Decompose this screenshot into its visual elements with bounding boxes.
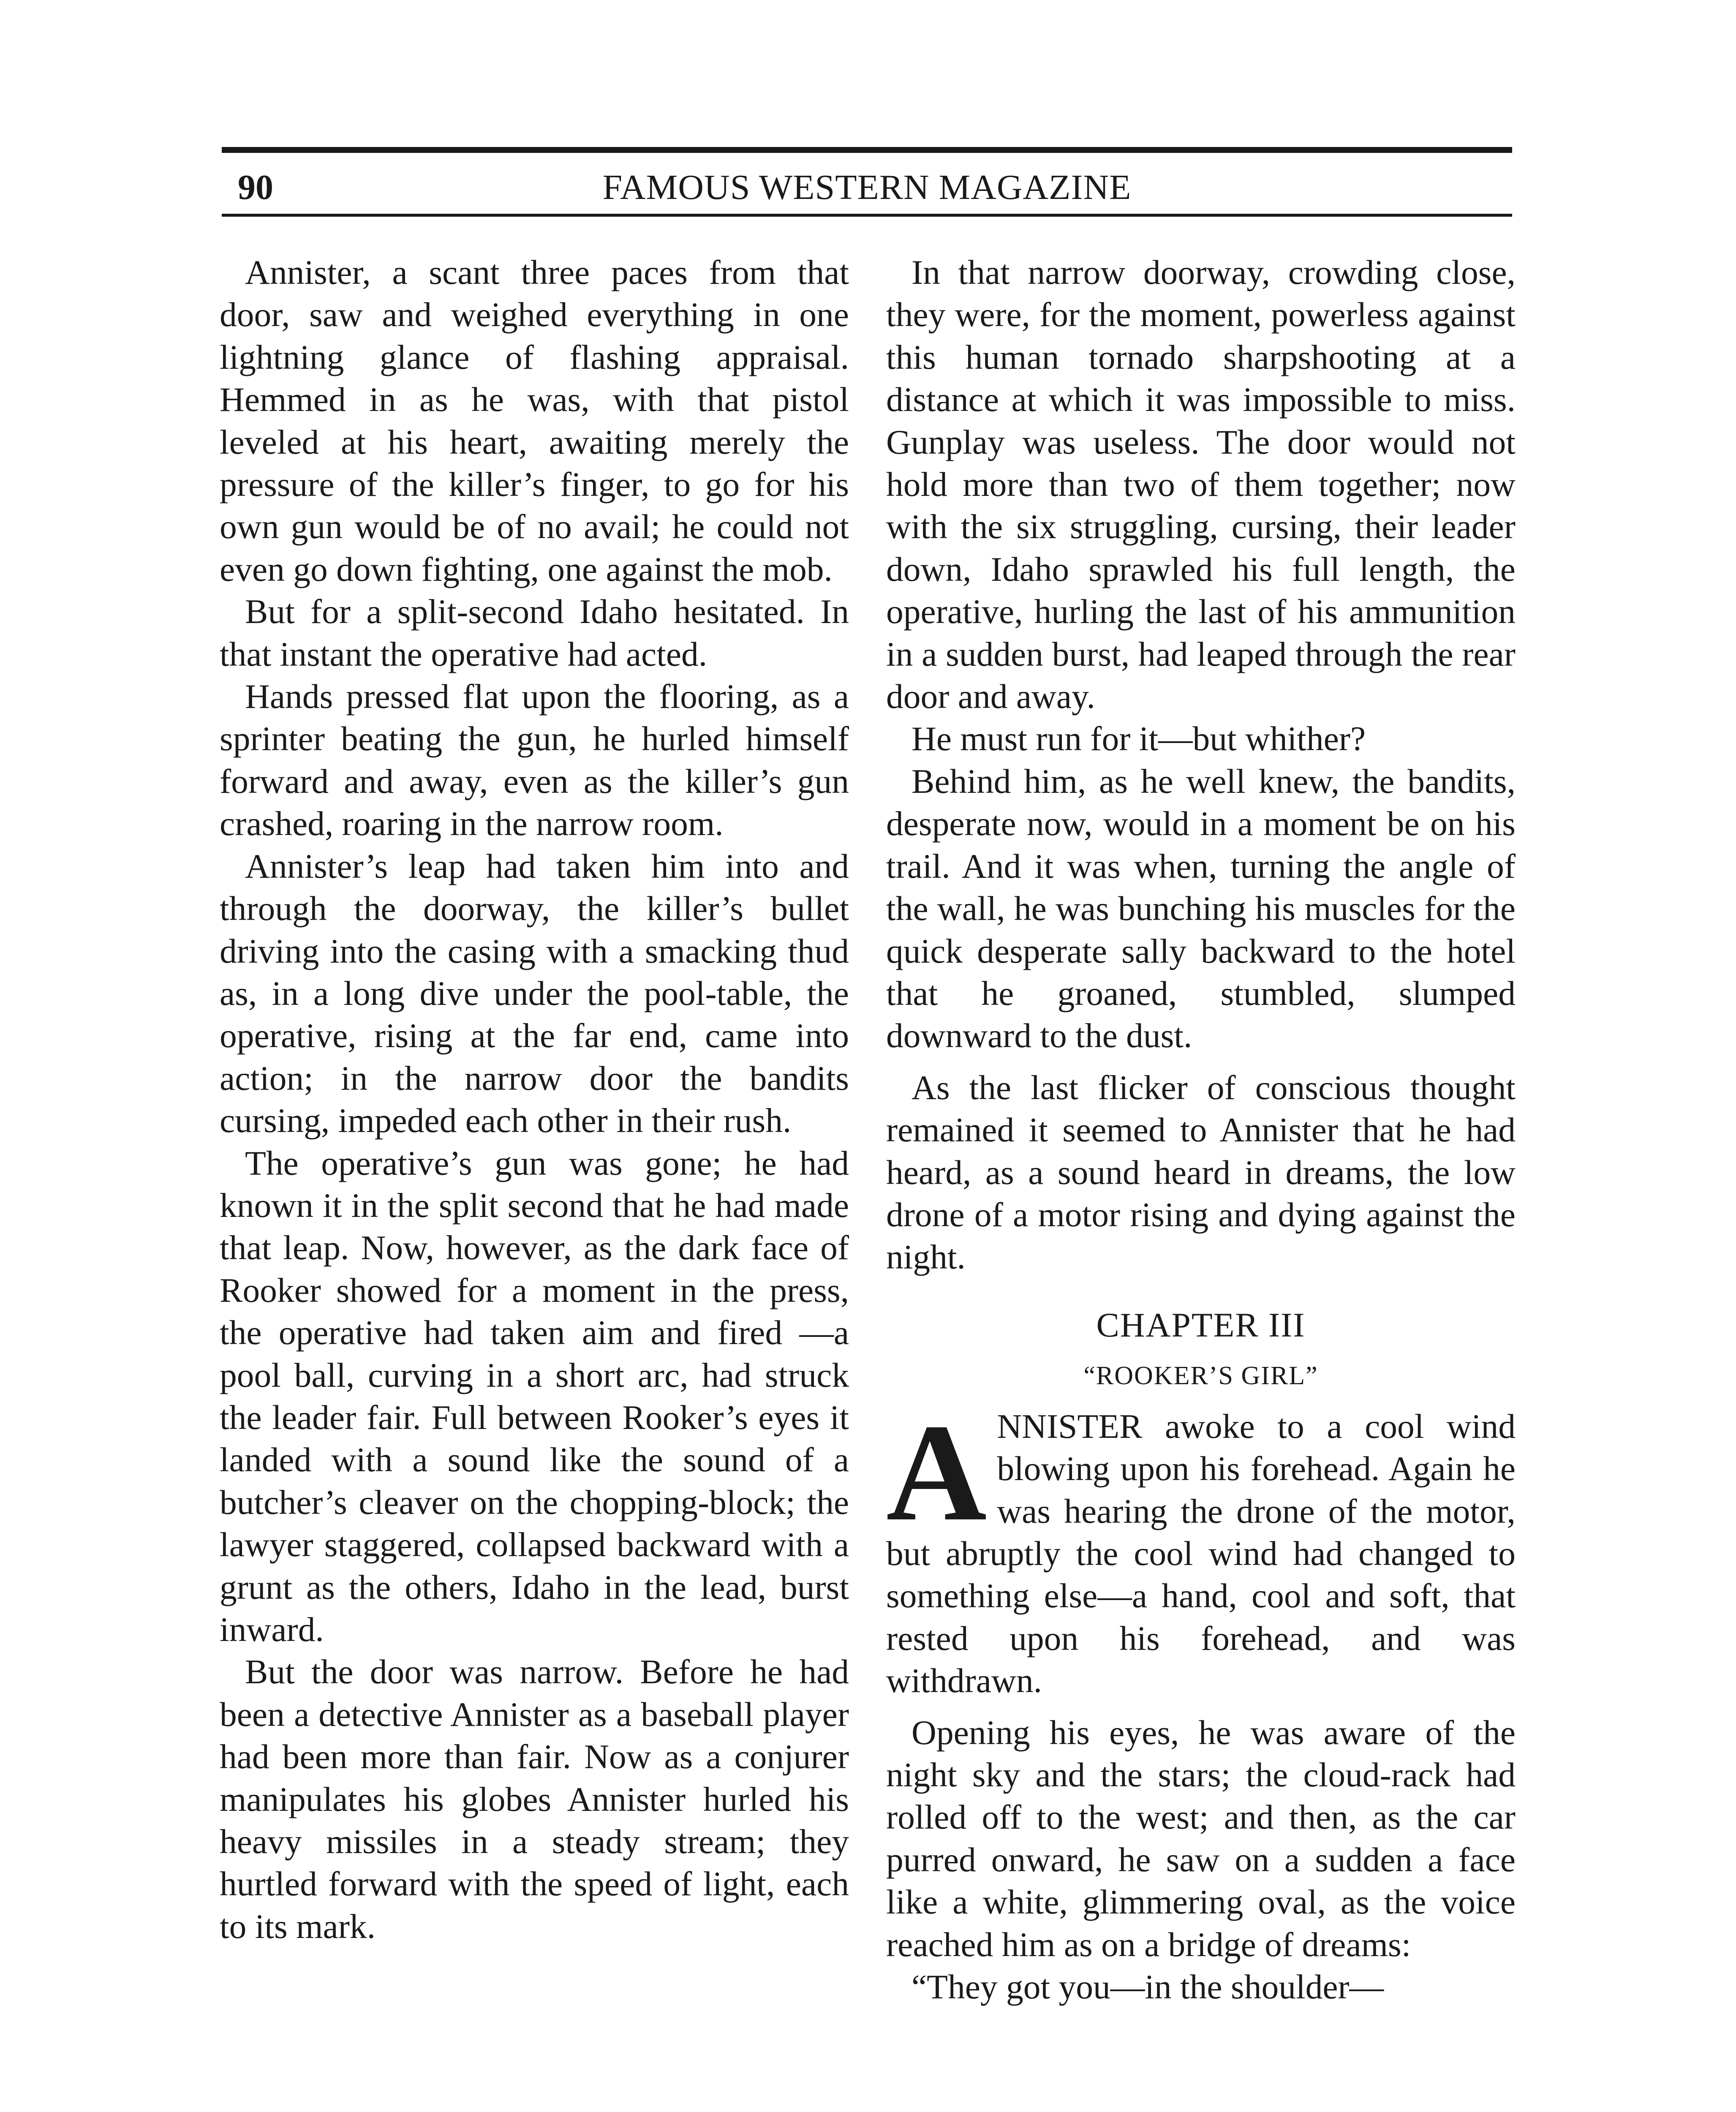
paragraph: In that narrow doorway, crowding close, they were, for the moment, powerless against this human tornado sharpshooting at a distance at which it was impossible to miss. Gunplay was useless. The door would not hold more than two of them together; now with the six struggling, cursing, their leader down, Idaho sprawled his full length, the operative, hurling the last of his ammunition in a sudden burst, had leaped through the rear door and away. (886, 253, 1516, 716)
paragraph: The operative’s gun was gone; he had known it in the split second that he had made that leap. Now, however, as the dark face of Rooker showed for a moment in the press, the operative had taken aim and fired —a pool ball, curving in a short arc, had struck the leader fair. Full between Rooker’s eyes it landed with a sound like the sound of a butcher’s cleaver on the chopping-block; the lawyer staggered, collapsed backward with a grunt as the others, Idaho in the lead, burst inward. (220, 1143, 849, 1649)
drop-cap: A (886, 1395, 987, 1550)
right-column (886, 251, 1516, 2008)
paragraph: Opening his eyes, he was aware of the night sky and the stars; the cloud-rack had rolled off to the west; and then, as the car purred onward, he saw on a sudden a face like a white, glimmering oval, as the voice reached him as on a bridge of dreams: (886, 1713, 1516, 1964)
paragraph: Behind him, as he well knew, the bandits, desperate now, would in a moment be on his trail. And it was when, turning the angle of the wall, he was bunching his muscles for the quick desperate sally backward to the hotel that he groaned, stumbled, slumped downward to the dust. (886, 762, 1516, 1055)
left-column (220, 251, 849, 1948)
paragraph: But for a split-second Idaho hesitated. In that instant the operative had acted. (220, 592, 849, 673)
paragraph: Annister, a scant three paces from that door, saw and weighed everything in one lightning glance of flashing appraisal. Hemmed in as he was, with that pistol leveled at his heart, awaiting merely the pressure of the killer’s finger, to go for his own gun would be of no avail; he could not even go down fighting, one against the mob. (220, 253, 849, 588)
paragraph: But the door was narrow. Before he had been a detective Annister as a baseball player had been more than fair. Now as a conjurer manipulates his globes Annister hurled his heavy missiles in a steady stream; they hurtled forward with the speed of light, each to its mark. (220, 1652, 849, 1946)
magazine-title: FAMOUS WESTERN MAGAZINE (602, 168, 1132, 207)
paragraph: Hands pressed flat upon the flooring, as a sprinter beating the gun, he hurled himself forward and away, even as the killer’s gun crashed, roaring in the narrow room. (220, 677, 849, 843)
opening-text: NNISTER awoke to a cool wind blowing upon his forehead. Again he was hearing the drone of the motor, but abruptly the cool wind had changed to something else—a hand, cool and soft, that rested upon his forehead, and was withdrawn. (886, 1407, 1516, 1700)
paragraph: He must run for it—but whither? (912, 719, 1366, 758)
paragraph: “They got you—in the shoulder— (912, 1968, 1384, 2006)
header-top-rule (222, 147, 1512, 153)
page-header (222, 147, 1512, 219)
chapter-title: CHAPTER III (1096, 1305, 1306, 1344)
chapter-subtitle: “ROOKER’S GIRL” (1083, 1361, 1318, 1390)
chapter-opening-paragraph (886, 1395, 1516, 1702)
paragraph: Annister’s leap had taken him into and through the doorway, the killer’s bullet driving into the casing with a smacking thud as, in a long dive under the pool-table, the operative, rising at the far end, came into action; in the narrow door the bandits cursing, impeded each other in their rush. (220, 846, 849, 1140)
paragraph: As the last flicker of conscious thought remained it seemed to Annister that he had heard, as a sound heard in dreams, the low drone of a motor rising and dying against the night. (886, 1068, 1516, 1276)
page-number: 90 (238, 168, 273, 207)
header-bottom-rule (222, 214, 1512, 217)
